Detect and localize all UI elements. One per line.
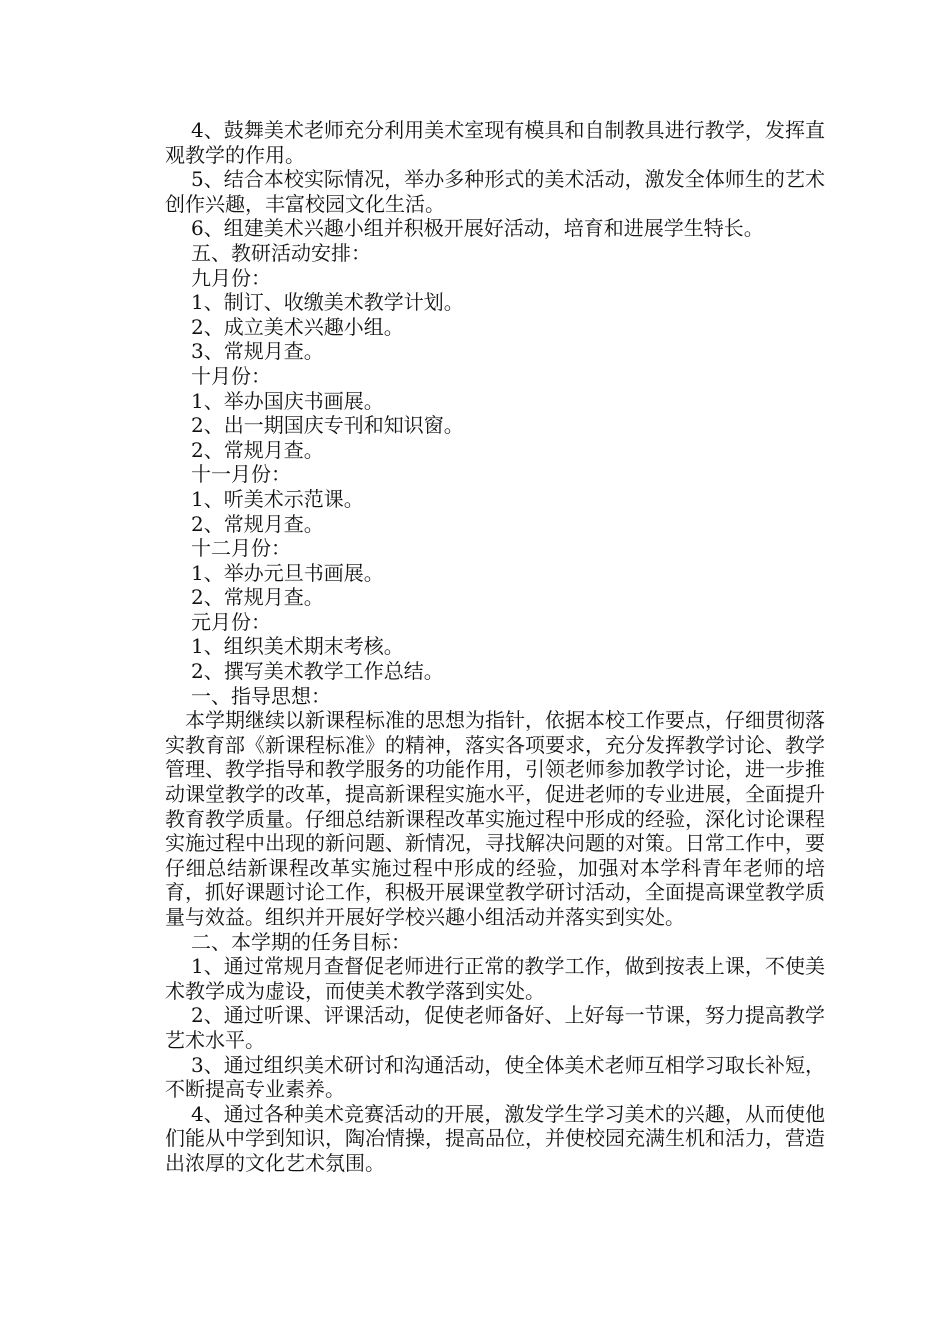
paragraph: 2、通过听课、评课活动，促使老师备好、上好每一节课，努力提高教学艺术水平。 <box>165 1003 825 1052</box>
paragraph: 6、组建美术兴趣小组并积极开展好活动，培育和进展学生特长。 <box>191 216 764 241</box>
list-item: 1、举办国庆书画展。 <box>191 388 384 413</box>
month-heading: 十二月份： <box>191 536 291 561</box>
section-heading: 一、指导思想： <box>191 683 331 708</box>
list-item: 2、成立美术兴趣小组。 <box>191 314 404 339</box>
list-item: 2、常规月查。 <box>191 511 324 536</box>
month-heading: 十一月份： <box>191 462 291 487</box>
list-item: 2、常规月查。 <box>191 437 324 462</box>
list-item: 2、撰写美术教学工作总结。 <box>191 659 444 684</box>
list-item: 2、出一期国庆专刊和知识窗。 <box>191 413 464 438</box>
document-body <box>165 118 825 1176</box>
paragraph: 3、通过组织美术研讨和沟通活动，使全体美术老师互相学习取长补短，不断提高专业素养。 <box>165 1052 825 1102</box>
month-heading: 元月份： <box>191 609 271 634</box>
section-heading: 五、教研活动安排： <box>191 240 371 265</box>
list-item: 1、举办元旦书画展。 <box>191 560 384 585</box>
list-item: 1、组织美术期末考核。 <box>191 634 404 659</box>
list-item: 2、常规月查。 <box>191 585 324 610</box>
paragraph: 4、鼓舞美术老师充分利用美术室现有模具和自制教具进行教学，发挥直观教学的作用。 <box>165 118 825 167</box>
paragraph: 4、通过各种美术竞赛活动的开展，激发学生学习美术的兴趣，从而使他们能从中学到知识，陶冶情操，提高品位，并使校园充满生机和活力，营造出浓厚的文化艺术氛围。 <box>165 1101 825 1175</box>
paragraph: 1、通过常规月查督促老师进行正常的教学工作，做到按表上课，不使美术教学成为虚设，而使美术教学落到实处。 <box>165 954 825 1003</box>
section-heading: 二、本学期的任务目标： <box>191 929 411 954</box>
paragraph: 本学期继续以新课程标准的思想为指针，依据本校工作要点，仔细贯彻落实教育部《新课程标准》的精神，落实各项要求，充分发挥教学讨论、教学管理、教学指导和教学服务的功能作用，引领老师参加教学讨论，进一步推动课堂教学的改革，提高新课程实施水平，促进老师的专业进展，全面提升教育教学质量。仔细总结新课程改革实施过程中形成的经验，深化讨论课程实施过程中出现的新问题、新情况，寻找解决问题的对策。日常工作中，要仔细总结新课程改革实施过程中形成的经验，加强对本学科青年老师的培育，抓好课题讨论工作，积极开展课堂教学研讨活动，全面提高课堂教学质量与效益。组织并开展好学校兴趣小组活动并落实到实处。 <box>165 708 825 929</box>
list-item: 1、听美术示范课。 <box>191 486 364 511</box>
paragraph: 5、结合本校实际情况，举办多种形式的美术活动，激发全体师生的艺术创作兴趣，丰富校园文化生活。 <box>165 167 825 216</box>
list-item: 3、常规月查。 <box>191 339 324 364</box>
list-item: 1、制订、收缴美术教学计划。 <box>191 290 464 315</box>
month-heading: 九月份： <box>191 265 271 290</box>
month-heading: 十月份： <box>191 363 271 388</box>
